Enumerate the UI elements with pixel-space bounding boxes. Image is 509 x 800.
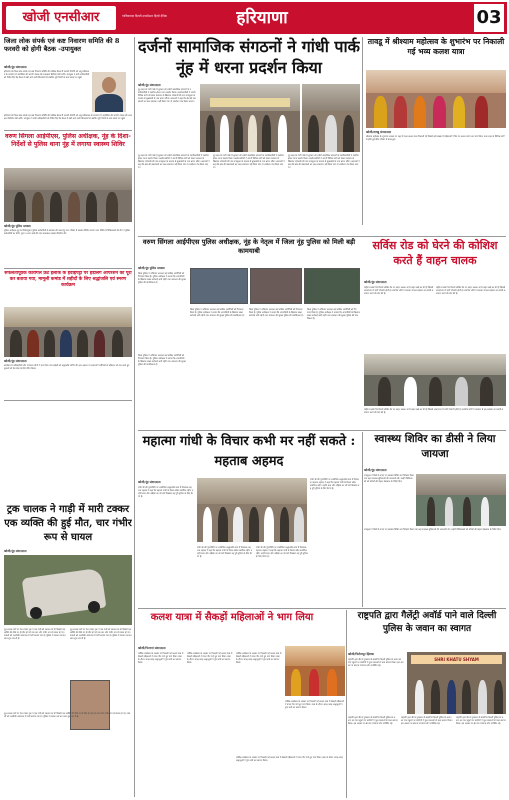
story5-body-col1b: जिला पुलिस ने अभियान चलाकर कई वांछित आरोपियों को गिरफ्तार किया है। पुलिस अधीक्षक ने बताया कि अपराधियों के खिलाफ सख्त कार्रवाई जारी रहेगी तथा आमजन की सुरक्षा पुलिस की प्राथमिकता है।	[138, 354, 186, 367]
story4-body-cont2: नूंह-अलवर मार्ग पर तेज रफ्तार ट्रक ने एक गाड़ी को टक्कर मार दी जिससे एक व्यक्ति की मौके पर ही मौत हो गई तथा चार लोग गंभीर रूप से घायल हो गए। घायलों को नजदीकी अस्पताल में भर्ती कराया गया है। पुलिस ने मामला दर्ज कर जांच शुरू कर दी है।	[4, 712, 131, 719]
masthead-brand-logo	[6, 6, 116, 30]
story2-headline: वरुण सिंगला आईपीएस, पुलिस अधीक्षक, नूंह के दिशा- निर्देशों से पुलिस थाना नूंह में लगाया स्वास्थ्य शिविर	[5, 133, 131, 148]
story8-body-col4: गांधी जी की पुण्यतिथि पर आयोजित श्रद्धांजलि सभा में विधायक महताब अहमद ने कहा कि महात्मा गांधी के विचार सदैव प्रासंगिक रहेंगे। उन्होंने सत्य और अहिंसा का जो मार्ग दिखाया वह पूरी दुनिया के लिए प्रेरणा है।	[256, 546, 308, 559]
masthead-meta: गाजियाबाद दिल्ली-एनसीआर हिन्दी दैनिक	[122, 14, 167, 18]
story5-credit: खोजी/नूंह पुलिस प्रवक्ता	[138, 266, 165, 270]
lead-body-col1: नूंह शहर के गांधी पार्क में बुधवार को दर्जनों सामाजिक संगठनों के पदाधिकारियों ने एकत्रित होकर धरना प्रदर्शन किया। प्रदर्शनकारियों ने अपनी विभिन्न मांगों को लेकर प्रशासन के खिलाफ नारेबाजी की तथा उपायुक्त के माध्यम से मुख्यमंत्री के नाम ज्ञापन सौंपा। वक्ताओं ने कहा कि क्षेत्र की समस्याओं का जल्द समाधान नहीं किया गया तो आंदोलन तेज किया जाएगा।	[138, 88, 196, 104]
story11-body-col4: राष्ट्रपति द्वारा वीरता पुरस्कार से सम्मानित दिल्ली पुलिस के जवान का गांव पहुंचने पर ग्रामीणों ने फूल मालाओं से भव्य स्वागत किया। इस अवसर पर क्षेत्र के गणमान्य लोग उपस्थित रहे।	[456, 716, 506, 726]
story3-photo	[4, 307, 132, 357]
story11-banner: SHRI KHATU SHYAM	[411, 655, 502, 664]
story11-body-col2: राष्ट्रपति द्वारा वीरता पुरस्कार से सम्मानित दिल्ली पुलिस के जवान का गांव पहुंचने पर ग्रामीणों ने फूल मालाओं से भव्य स्वागत किया। इस अवसर पर क्षेत्र के गणमान्य लोग उपस्थित रहे।	[348, 716, 398, 726]
lead-photo-main	[200, 84, 300, 152]
story5-body-col4: जिला पुलिस ने अभियान चलाकर कई वांछित आरोपियों को गिरफ्तार किया है। पुलिस अधीक्षक ने बताया कि अपराधियों के खिलाफ सख्त कार्रवाई जारी रहेगी तथा आमजन की सुरक्षा पुलिस की प्राथमिकता है।	[307, 308, 360, 321]
story11-photo	[407, 652, 506, 714]
masthead-brand: खोजी एनसीआर	[22, 10, 100, 25]
column-divider	[346, 610, 347, 798]
lead-credit: खोजी/नूंह संवाददाता	[138, 83, 161, 87]
story10-body-col1: धार्मिक कार्यक्रम के अवसर पर निकाली गई कलश यात्रा में सैकड़ों महिलाओं ने मंगल गीत गाते हुए भाग लिया। यात्रा के दौरान जगह-जगह श्रद्धालुओं ने पुष्प वर्षा कर स्वागत किया।	[138, 652, 184, 665]
story11-credit: खोजी/फिरोजपुर झिरका	[348, 652, 374, 656]
story10-headline: कलश यात्रा में सैकड़ों महिलाओं ने भाग लिया	[150, 612, 314, 623]
story10-credit: खोजी/पिनगवां संवाददाता	[138, 646, 166, 650]
story5-body-col3: जिला पुलिस ने अभियान चलाकर कई वांछित आरोपियों को गिरफ्तार किया है। पुलिस अधीक्षक ने बताया कि अपराधियों के खिलाफ सख्त कार्रवाई जारी रहेगी तथा आमजन की सुरक्षा पुलिस की प्राथमिकता है।	[249, 308, 304, 318]
divider	[138, 430, 506, 431]
lead-body-col4: नूंह शहर के गांधी पार्क में बुधवार को दर्जनों सामाजिक संगठनों के पदाधिकारियों ने एकत्रित होकर धरना प्रदर्शन किया। प्रदर्शनकारियों ने अपनी विभिन्न मांगों को लेकर प्रशासन के खिलाफ नारेबाजी की तथा उपायुक्त के माध्यम से मुख्यमंत्री के नाम ज्ञापन सौंपा। वक्ताओं ने कहा कि क्षेत्र की समस्याओं का जल्द समाधान नहीं किया गया तो आंदोलन तेज किया जाएगा।	[288, 154, 360, 170]
story1-portrait	[92, 72, 126, 112]
story4-body: नूंह-अलवर मार्ग पर तेज रफ्तार ट्रक ने एक गाड़ी को टक्कर मार दी जिससे एक व्यक्ति की मौके पर ही मौत हो गई तथा चार लोग गंभीर रूप से घायल हो गए। घायलों को नजदीकी अस्पताल में भर्ती कराया गया है। पुलिस ने मामला दर्ज कर जांच शुरू कर दी है।	[4, 628, 66, 641]
story8-headline: महात्मा गांधी के विचार कभी मर नहीं सकते : महताब अहमद	[142, 434, 356, 469]
story3-headline: सफलतापूर्वक कारगिल फ्रंट इलाके के हवाईपट्टी पर हैंडलिंग ऑपरेशन को पूरा कर बताया गया, मामूली कमांड में शहीदों के लिए श्रद्धांजलि एवं स्मरण कार्यक्रम	[4, 271, 132, 288]
story1-body: हरियाणा के जिला लोक संपर्क एवं कष्ट निवारण समिति की मासिक बैठक 8 फरवरी 2023 को लघु सचिवालय के सभागार में आयोजित की जाएगी। बैठक की अध्यक्षता कैबिनेट मंत्री करेंगे। उपायुक्त ने सभी अधिकारियों को निर्देश दिए कि बैठक में रखी जाने वाली शिकायतों से संबंधित पूरी रिपोर्ट के साथ समय पर पहुंचें।	[4, 70, 90, 80]
story11-body-col1: राष्ट्रपति द्वारा वीरता पुरस्कार से सम्मानित दिल्ली पुलिस के जवान का गांव पहुंचने पर ग्रामीणों ने फूल मालाओं से भव्य स्वागत किया। इस अवसर पर क्षेत्र के गणमान्य लोग उपस्थित रहे।	[348, 658, 404, 668]
story4-credit: खोजी/नूंह संवाददाता	[4, 549, 27, 553]
page-number: 03	[474, 4, 504, 32]
column-divider	[362, 432, 363, 607]
divider	[4, 130, 132, 131]
masthead	[2, 2, 507, 34]
column-divider	[134, 37, 135, 797]
story4-body-cont: नूंह-अलवर मार्ग पर तेज रफ्तार ट्रक ने एक गाड़ी को टक्कर मार दी जिससे एक व्यक्ति की मौके पर ही मौत हो गई तथा चार लोग गंभीर रूप से घायल हो गए। घायलों को नजदीकी अस्पताल में भर्ती कराया गया है। पुलिस ने मामला दर्ज कर जांच शुरू कर दी है।	[70, 628, 132, 641]
story7-photo	[366, 70, 506, 128]
story6-credit: खोजी/नूंह संवाददाता	[364, 280, 387, 284]
story4-accident-photo	[4, 555, 132, 625]
story1-body-cont: हरियाणा के जिला लोक संपर्क एवं कष्ट निवारण समिति की मासिक बैठक 8 फरवरी 2023 को लघु सचिवालय के सभागार में आयोजित की जाएगी। बैठक की अध्यक्षता कैबिनेट मंत्री करेंगे। उपायुक्त ने सभी अधिकारियों को निर्देश दिए कि बैठक में रखी जाने वाली शिकायतों से संबंधित पूरी रिपोर्ट के साथ समय पर पहुंचें।	[4, 114, 132, 121]
story9-headline: स्वास्थ्य शिविर का डीसी ने लिया जायजा	[374, 433, 496, 460]
story5-headline: वरुण सिंगला आईपीएस पुलिस अधीक्षक, नूंह के नेतृत्व में जिला नूंह पुलिस को मिली बड़ी कामयाबी	[142, 238, 356, 255]
portrait-face-icon	[102, 77, 116, 93]
story3-body: कार्यक्रम में अधिकारियों और गणमान्य लोगों ने भाग लिया तथा शहीदों को श्रद्धांजलि अर्पित की। इस अवसर पर वक्ताओं ने सैनिकों के बलिदान को याद करते हुए युवाओं को देश सेवा के लिए प्रेरित किया।	[4, 364, 130, 371]
story6-photo	[364, 354, 506, 406]
divider	[138, 608, 506, 609]
portrait-shoulders-icon	[95, 94, 123, 112]
story10-body-col3: धार्मिक कार्यक्रम के अवसर पर निकाली गई कलश यात्रा में सैकड़ों महिलाओं ने मंगल गीत गाते हुए भाग लिया। यात्रा के दौरान जगह-जगह श्रद्धालुओं ने पुष्प वर्षा कर स्वागत किया।	[236, 652, 282, 665]
column-divider	[362, 37, 363, 225]
story2-photo	[4, 168, 132, 222]
story10-body-col2: धार्मिक कार्यक्रम के अवसर पर निकाली गई कलश यात्रा में सैकड़ों महिलाओं ने मंगल गीत गाते हुए भाग लिया। यात्रा के दौरान जगह-जगह श्रद्धालुओं ने पुष्प वर्षा कर स्वागत किया।	[187, 652, 233, 665]
section-title: हरियाणा	[236, 8, 288, 28]
story10-body-col5: धार्मिक कार्यक्रम के अवसर पर निकाली गई कलश यात्रा में सैकड़ों महिलाओं ने मंगल गीत गाते हुए भाग लिया। यात्रा के दौरान जगह-जगह श्रद्धालुओं ने पुष्प वर्षा कर स्वागत किया।	[285, 700, 344, 710]
story8-credit: खोजी/नूंह संवाददाता	[138, 480, 161, 484]
story9-body-col1: उपायुक्त ने जिले में लगाए गए स्वास्थ्य शिविर का निरीक्षण किया तथा वहां उपलब्ध सुविधाओं की जानकारी ली। उन्होंने चिकित्सकों को मरीजों की बेहतर देखभाल के निर्देश दिए।	[364, 474, 414, 484]
story11-headline: राष्ट्रपति द्वारा गैलेंट्री अवॉर्ड पाने वाले दिल्ली पुलिस के जवान का स्वागत	[357, 611, 497, 634]
story11-body-col3: राष्ट्रपति द्वारा वीरता पुरस्कार से सम्मानित दिल्ली पुलिस के जवान का गांव पहुंचने पर ग्रामीणों ने फूल मालाओं से भव्य स्वागत किया। इस अवसर पर क्षेत्र के गणमान्य लोग उपस्थित रहे।	[401, 716, 453, 726]
story7-body: श्रीश्याम महोत्सव के शुभारंभ अवसर पर शहर में भव्य कलश यात्रा निकाली गई जिसमें बड़ी संख्या में महिलाओं ने सिर पर कलश धारण कर भाग लिया। यात्रा शहर के विभिन्न मार्गों से होती हुई मंदिर परिसर में संपन्न हुई।	[366, 135, 505, 142]
story10-body-col4: धार्मिक कार्यक्रम के अवसर पर निकाली गई कलश यात्रा में सैकड़ों महिलाओं ने मंगल गीत गाते हुए भाग लिया। यात्रा के दौरान जगह-जगह श्रद्धालुओं ने पुष्प वर्षा कर स्वागत किया।	[236, 756, 343, 763]
lead-body-col3: नूंह शहर के गांधी पार्क में बुधवार को दर्जनों सामाजिक संगठनों के पदाधिकारियों ने एकत्रित होकर धरना प्रदर्शन किया। प्रदर्शनकारियों ने अपनी विभिन्न मांगों को लेकर प्रशासन के खिलाफ नारेबाजी की तथा उपायुक्त के माध्यम से मुख्यमंत्री के नाम ज्ञापन सौंपा। वक्ताओं ने कहा कि क्षेत्र की समस्याओं का जल्द समाधान नहीं किया गया तो आंदोलन तेज किया जाएगा।	[213, 154, 285, 170]
story8-photo	[197, 478, 307, 542]
story6-body-col2: राष्ट्रीय राजमार्ग के किनारे सर्विस रोड पर वाहन चालक अपने वाहन खड़े कर देते हैं जिससे आवागमन में भारी परेशानी होती है। स्थानीय लोगों ने प्रशासन से इस समस्या का स्थायी समाधान करने की मांग की है।	[436, 286, 506, 296]
story10-photo	[285, 646, 345, 696]
divider	[4, 400, 132, 401]
story9-credit: खोजी/नूंह संवाददाता	[364, 468, 387, 472]
story8-body-col3: गांधी जी की पुण्यतिथि पर आयोजित श्रद्धांजलि सभा में विधायक महताब अहमद ने कहा कि महात्मा गांधी के विचार सदैव प्रासंगिक रहेंगे। उन्होंने सत्य और अहिंसा का जो मार्ग दिखाया वह पूरी दुनिया के लिए प्रेरणा है।	[197, 546, 253, 559]
story7-credit: खोजी/तावडू संवाददाता	[366, 130, 392, 134]
story8-body-col2: गांधी जी की पुण्यतिथि पर आयोजित श्रद्धांजलि सभा में विधायक महताब अहमद ने कहा कि महात्मा गांधी के विचार सदैव प्रासंगिक रहेंगे। उन्होंने सत्य और अहिंसा का जो मार्ग दिखाया वह पूरी दुनिया के लिए प्रेरणा है।	[310, 478, 360, 491]
story5-photo-3	[304, 268, 360, 304]
story4-headline: ट्रक चालक ने गाड़ी में मारी टक्कर एक व्यक्ति की हुई मौत, चार गंभीर रूप से घायल	[4, 504, 132, 543]
story2-credit: खोजी/नूंह पुलिस प्रवक्ता	[4, 224, 31, 228]
story6-body-col1: राष्ट्रीय राजमार्ग के किनारे सर्विस रोड पर वाहन चालक अपने वाहन खड़े कर देते हैं जिससे आवागमन में भारी परेशानी होती है। स्थानीय लोगों ने प्रशासन से इस समस्या का स्थायी समाधान करने की मांग की है।	[364, 286, 434, 296]
story8-body-col1: गांधी जी की पुण्यतिथि पर आयोजित श्रद्धांजलि सभा में विधायक महताब अहमद ने कहा कि महात्मा गांधी के विचार सदैव प्रासंगिक रहेंगे। उन्होंने सत्य और अहिंसा का जो मार्ग दिखाया वह पूरी दुनिया के लिए प्रेरणा है।	[138, 486, 194, 499]
story5-photo-1	[190, 268, 248, 304]
divider	[4, 268, 132, 269]
story5-body-col1: जिला पुलिस ने अभियान चलाकर कई वांछित आरोपियों को गिरफ्तार किया है। पुलिस अधीक्षक ने बताया कि अपराधियों के खिलाफ सख्त कार्रवाई जारी रहेगी तथा आमजन की सुरक्षा पुलिस की प्राथमिकता है।	[138, 272, 186, 285]
story1-headline: जिला लोक संपर्क एवं कष्ट निवारण समिति की 8 फरवरी को होगी बैठक -उपायुक्त	[4, 37, 120, 53]
protest-banner	[210, 98, 290, 107]
story9-body-col2: उपायुक्त ने जिले में लगाए गए स्वास्थ्य शिविर का निरीक्षण किया तथा वहां उपलब्ध सुविधाओं की जानकारी ली। उन्होंने चिकित्सकों को मरीजों की बेहतर देखभाल के निर्देश दिए।	[364, 528, 502, 531]
lead-headline: दर्जनों सामाजिक संगठनों ने गांधी पार्क नूंह में धरना प्रदर्शन किया	[138, 37, 360, 77]
story7-headline: तावडू में श्रीश्याम महोत्सव के शुभारंभ पर निकाली गई भव्य कलश यात्रा	[367, 37, 505, 56]
story6-caption: राष्ट्रीय राजमार्ग के किनारे सर्विस रोड पर वाहन चालक अपने वाहन खड़े कर देते हैं जिससे आवागमन में भारी परेशानी होती है। स्थानीय लोगों ने प्रशासन से इस समस्या का स्थायी समाधान करने की मांग की है।	[364, 408, 504, 415]
story6-headline: सर्विस रोड को घेरने की कोशिश करते हैं वाहन चालक	[372, 239, 498, 267]
story1-credit: खोजी/नूंह संवाददाता	[4, 65, 27, 69]
story3-credit: खोजी/नूंह संवाददाता	[4, 359, 27, 363]
story9-photo	[416, 474, 506, 526]
divider	[138, 236, 506, 237]
story5-photo-2	[250, 268, 302, 304]
story5-body-col2: जिला पुलिस ने अभियान चलाकर कई वांछित आरोपियों को गिरफ्तार किया है। पुलिस अधीक्षक ने बताया कि अपराधियों के खिलाफ सख्त कार्रवाई जारी रहेगी तथा आमजन की सुरक्षा पुलिस की प्राथमिकता है।	[190, 308, 245, 318]
lead-photo-side	[302, 84, 360, 152]
story2-body: पुलिस अधीक्षक नूंह के निर्देशानुसार पुलिस कर्मचारियों के स्वास्थ्य की जांच हेतु थाना परिसर में स्वास्थ्य शिविर लगाया गया। शिविर में चिकित्सकों की टीम ने पुलिस कर्मचारियों का बीपी, शुगर व अन्य जांचें कीं तथा आवश्यक दवाइयां वितरित कीं।	[4, 229, 130, 236]
lead-body-col2: नूंह शहर के गांधी पार्क में बुधवार को दर्जनों सामाजिक संगठनों के पदाधिकारियों ने एकत्रित होकर धरना प्रदर्शन किया। प्रदर्शनकारियों ने अपनी विभिन्न मांगों को लेकर प्रशासन के खिलाफ नारेबाजी की तथा उपायुक्त के माध्यम से मुख्यमंत्री के नाम ज्ञापन सौंपा। वक्ताओं ने कहा कि क्षेत्र की समस्याओं का जल्द समाधान नहीं किया गया तो आंदोलन तेज किया जाएगा।	[138, 154, 210, 170]
